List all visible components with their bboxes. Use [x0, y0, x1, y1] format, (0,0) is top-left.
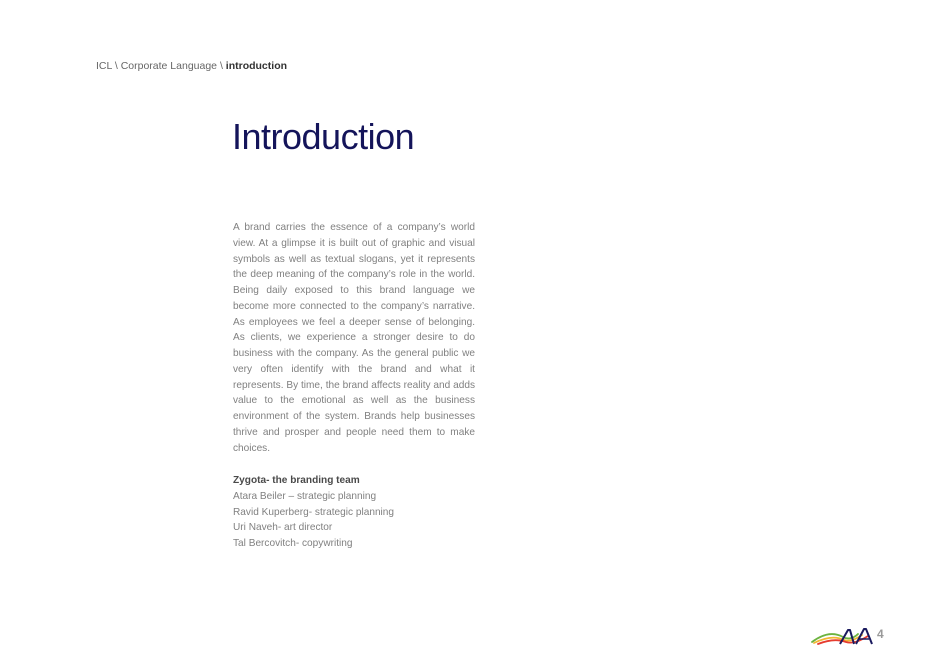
intro-paragraph: A brand carries the essence of a company’s world view. At a glimpse it is built out of graphic and visual symbols as well as textual slogans, yet it represents the deep meaning of the company’s role in the world. Being daily exposed to this brand language we become more connected to the company’s narrative. As employees we feel a deeper sense of belonging. As clients, we experience a stronger desire to do business with the company. As the general public we very often identify with the brand and what it represents. By time, the brand affects reality and adds value to the emotional as well as the business environment of the system. Brands help businesses thrive and prosper and people need them to make choices.	[233, 222, 475, 454]
team-member: Tal Bercovitch- copywriting	[233, 538, 353, 550]
page-number: 4	[877, 627, 884, 641]
breadcrumb-current: introduction	[225, 60, 288, 72]
team-heading: Zygota- the branding team	[233, 475, 360, 486]
page-title: Introduction	[232, 116, 415, 157]
breadcrumb-path: ICL \ Corporate Language \	[96, 60, 226, 72]
team-credits	[233, 473, 493, 552]
icl-logo-icon	[810, 624, 874, 648]
breadcrumb	[96, 60, 287, 72]
team-member: Atara Beiler – strategic planning	[233, 490, 377, 502]
team-member: Ravid Kuperberg- strategic planning	[233, 506, 395, 518]
team-member: Uri Naveh- art director	[233, 522, 333, 534]
